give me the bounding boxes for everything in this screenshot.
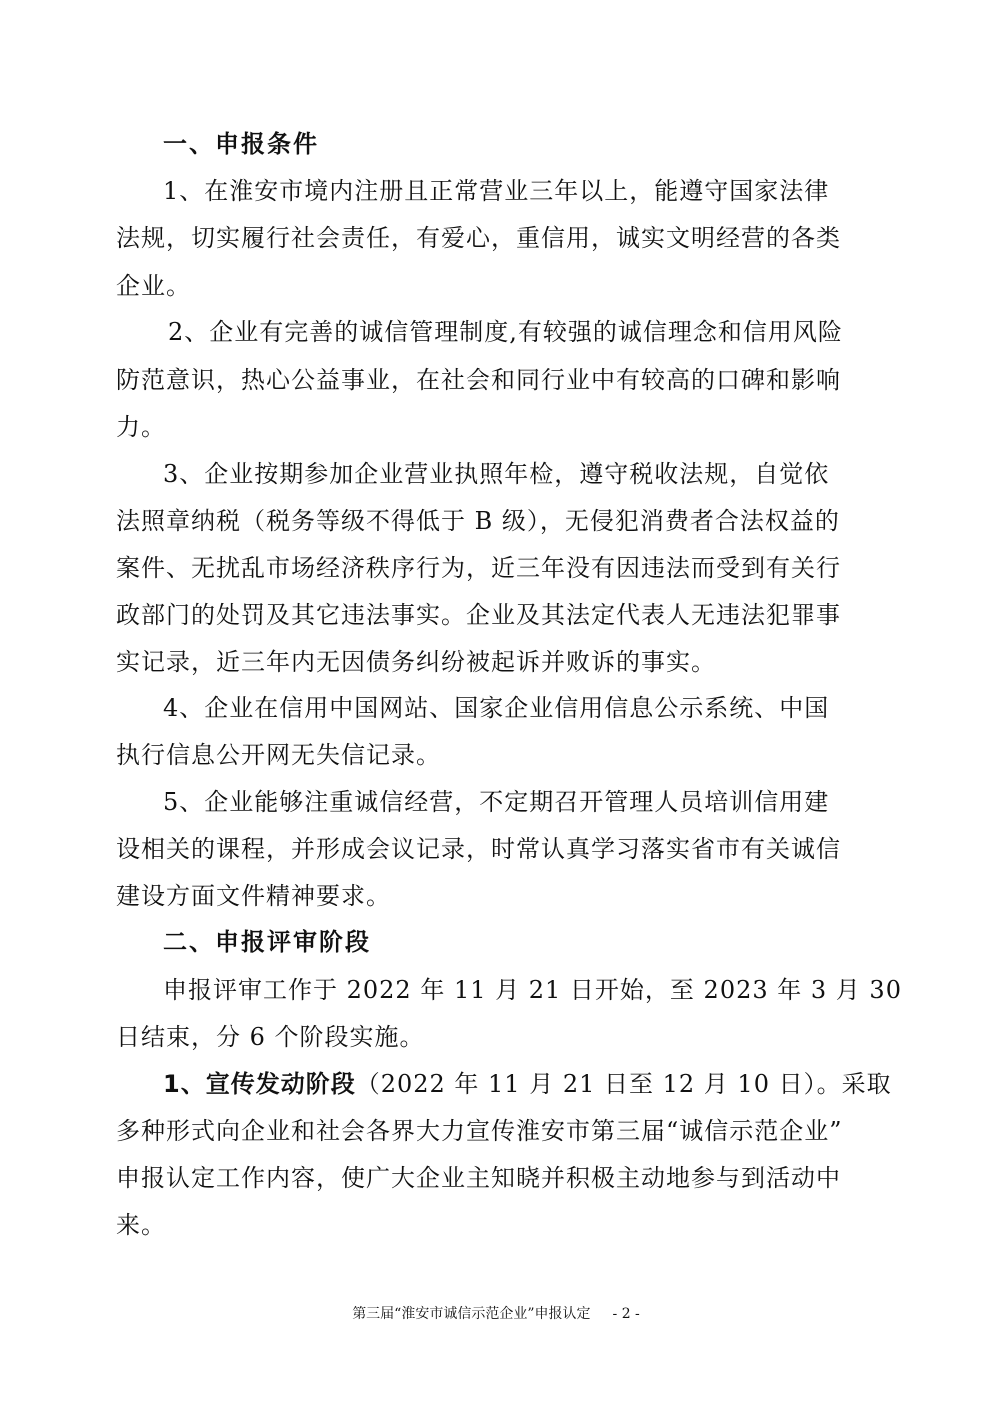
- paragraph-line: 政部门的处罚及其它违法事实。企业及其法定代表人无违法犯罪事: [116, 601, 841, 629]
- paragraph-line: 5、企业能够注重诚信经营，不定期召开管理人员培训信用建: [163, 788, 830, 816]
- paragraph-line: 实记录，近三年内无因债务纠纷被起诉并败诉的事实。: [116, 648, 716, 676]
- page-footer: [0, 1303, 992, 1323]
- paragraph-line: 法规，切实履行社会责任，有爱心，重信用，诚实文明经营的各类: [116, 224, 841, 252]
- paragraph-line: 来。: [116, 1211, 166, 1239]
- paragraph-line: 1、在淮安市境内注册且正常营业三年以上，能遵守国家法律: [163, 177, 830, 205]
- paragraph-line: 案件、无扰乱市场经济秩序行为，近三年没有因违法而受到有关行: [116, 554, 841, 582]
- paragraph-line: 2、企业有完善的诚信管理制度,有较强的诚信理念和信用风险: [168, 318, 843, 346]
- paragraph-line: 力。: [116, 413, 166, 441]
- stage1-label: 1、宣传发动阶段: [163, 1070, 356, 1098]
- section-heading-conditions: 一、申报条件: [163, 130, 319, 158]
- paragraph-line: 设相关的课程，并形成会议记录，时常认真学习落实省市有关诚信: [116, 835, 841, 863]
- paragraph-line: 防范意识，热心公益事业，在社会和同行业中有较高的口碑和影响: [116, 366, 841, 394]
- paragraph-line: 执行信息公开网无失信记录。: [116, 741, 441, 769]
- paragraph-line: 4、企业在信用中国网站、国家企业信用信息公示系统、中国: [163, 694, 830, 722]
- footer-title: 第三届“淮安市诚信示范企业”申报认定: [352, 1306, 591, 1322]
- page-number: - 2 -: [612, 1306, 640, 1322]
- paragraph-line: 申报评审工作于 2022 年 11 月 21 日开始，至 2023 年 3 月 30: [163, 976, 902, 1004]
- paragraph-line: 法照章纳税（税务等级不得低于 B 级），无侵犯消费者合法权益的: [116, 507, 840, 535]
- paragraph-line: 企业。: [116, 272, 191, 300]
- paragraph-line: 3、企业按期参加企业营业执照年检，遵守税收法规，自觉依: [163, 460, 830, 488]
- paragraph-line: 日结束，分 6 个阶段实施。: [116, 1023, 425, 1051]
- paragraph-line: 申报认定工作内容，使广大企业主知晓并积极主动地参与到活动中: [116, 1164, 841, 1192]
- stage1-dates: （2022 年 11 月 21 日至 12 月 10 日）。采取: [355, 1070, 892, 1098]
- paragraph-line: 多种形式向企业和社会各界大力宣传淮安市第三届“诚信示范企业”: [116, 1117, 843, 1145]
- stage1-first-line: [163, 1068, 892, 1100]
- paragraph-line: 建设方面文件精神要求。: [116, 882, 391, 910]
- section-heading-review-stages: 二、申报评审阶段: [163, 928, 371, 956]
